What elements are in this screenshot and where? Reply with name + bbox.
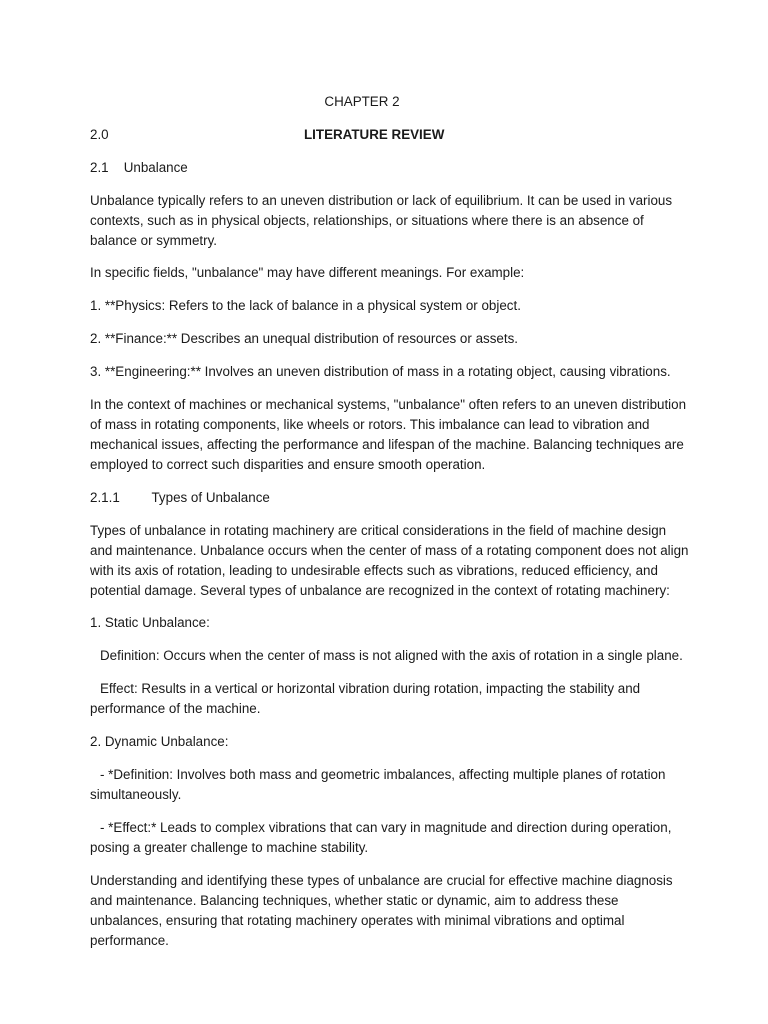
list-item-static-unbalance: 1. Static Unbalance:	[90, 615, 210, 630]
paragraph-specific-fields: In specific fields, "unbalance" may have different meanings. For example:	[90, 265, 525, 280]
static-definition: Definition: Occurs when the center of mass is not aligned with the axis of rotation in a single plane.	[100, 648, 683, 663]
static-effect: Effect: Results in a vertical or horizontal vibration during rotation, impacting the stability and performance of the machine.	[90, 681, 641, 716]
subsection-heading	[90, 158, 690, 178]
dynamic-definition: - *Definition: Involves both mass and geometric imbalances, affecting multiple planes of rotation simultaneously.	[90, 767, 666, 802]
dynamic-effect: - *Effect:* Leads to complex vibrations that can vary in magnitude and direction during operation, posing a greater challenge to machine stability.	[90, 820, 672, 855]
paragraph-types-intro: Types of unbalance in rotating machinery are critical considerations in the field of machine design and maintenance. Unbalance occurs when the center of mass of a rotating component does not align with its axis of rotation, leading to undesirable effects such as vibrations, reduced efficiency, and potential damage. Several types of unbalance are recognized in the context of rotating machinery:	[90, 523, 689, 598]
chapter-heading: CHAPTER 2	[324, 94, 400, 109]
section-title: LITERATURE REVIEW	[304, 127, 445, 142]
paragraph-unbalance-definition: Unbalance typically refers to an uneven distribution or lack of equilibrium. It can be used in various contexts, such as in physical objects, relationships, or situations where there is an absence of balance or symmetry.	[90, 193, 673, 248]
subsection-number: 2.1	[90, 160, 109, 175]
list-item-physics: 1. **Physics: Refers to the lack of balance in a physical system or object.	[90, 298, 521, 313]
subsection-title: Unbalance	[123, 160, 188, 175]
section-heading	[90, 125, 690, 145]
list-item-finance: 2. **Finance:** Describes an unequal distribution of resources or assets.	[90, 331, 518, 346]
list-item-engineering: 3. **Engineering:** Involves an uneven distribution of mass in a rotating object, causing vibrations.	[90, 364, 671, 379]
subsubsection-number: 2.1.1	[90, 490, 120, 505]
paragraph-machines-context: In the context of machines or mechanical systems, "unbalance" often refers to an uneven distribution of mass in rotating components, like wheels or rotors. This imbalance can lead to vibration and mechanical issues, affecting the performance and lifespan of the machine. Balancing techniques are employed to correct such disparities and ensure smooth operation.	[90, 397, 687, 472]
list-item-dynamic-unbalance: 2. Dynamic Unbalance:	[90, 734, 229, 749]
section-number: 2.0	[90, 127, 109, 142]
subsubsection-heading	[90, 488, 690, 508]
paragraph-conclusion: Understanding and identifying these types of unbalance are crucial for effective machine diagnosis and maintenance. Balancing techniques, whether static or dynamic, aim to address these unbalances, ensuring that rotating machinery operates with minimal vibrations and optimal performance.	[90, 873, 673, 948]
subsubsection-title: Types of Unbalance	[151, 490, 270, 505]
